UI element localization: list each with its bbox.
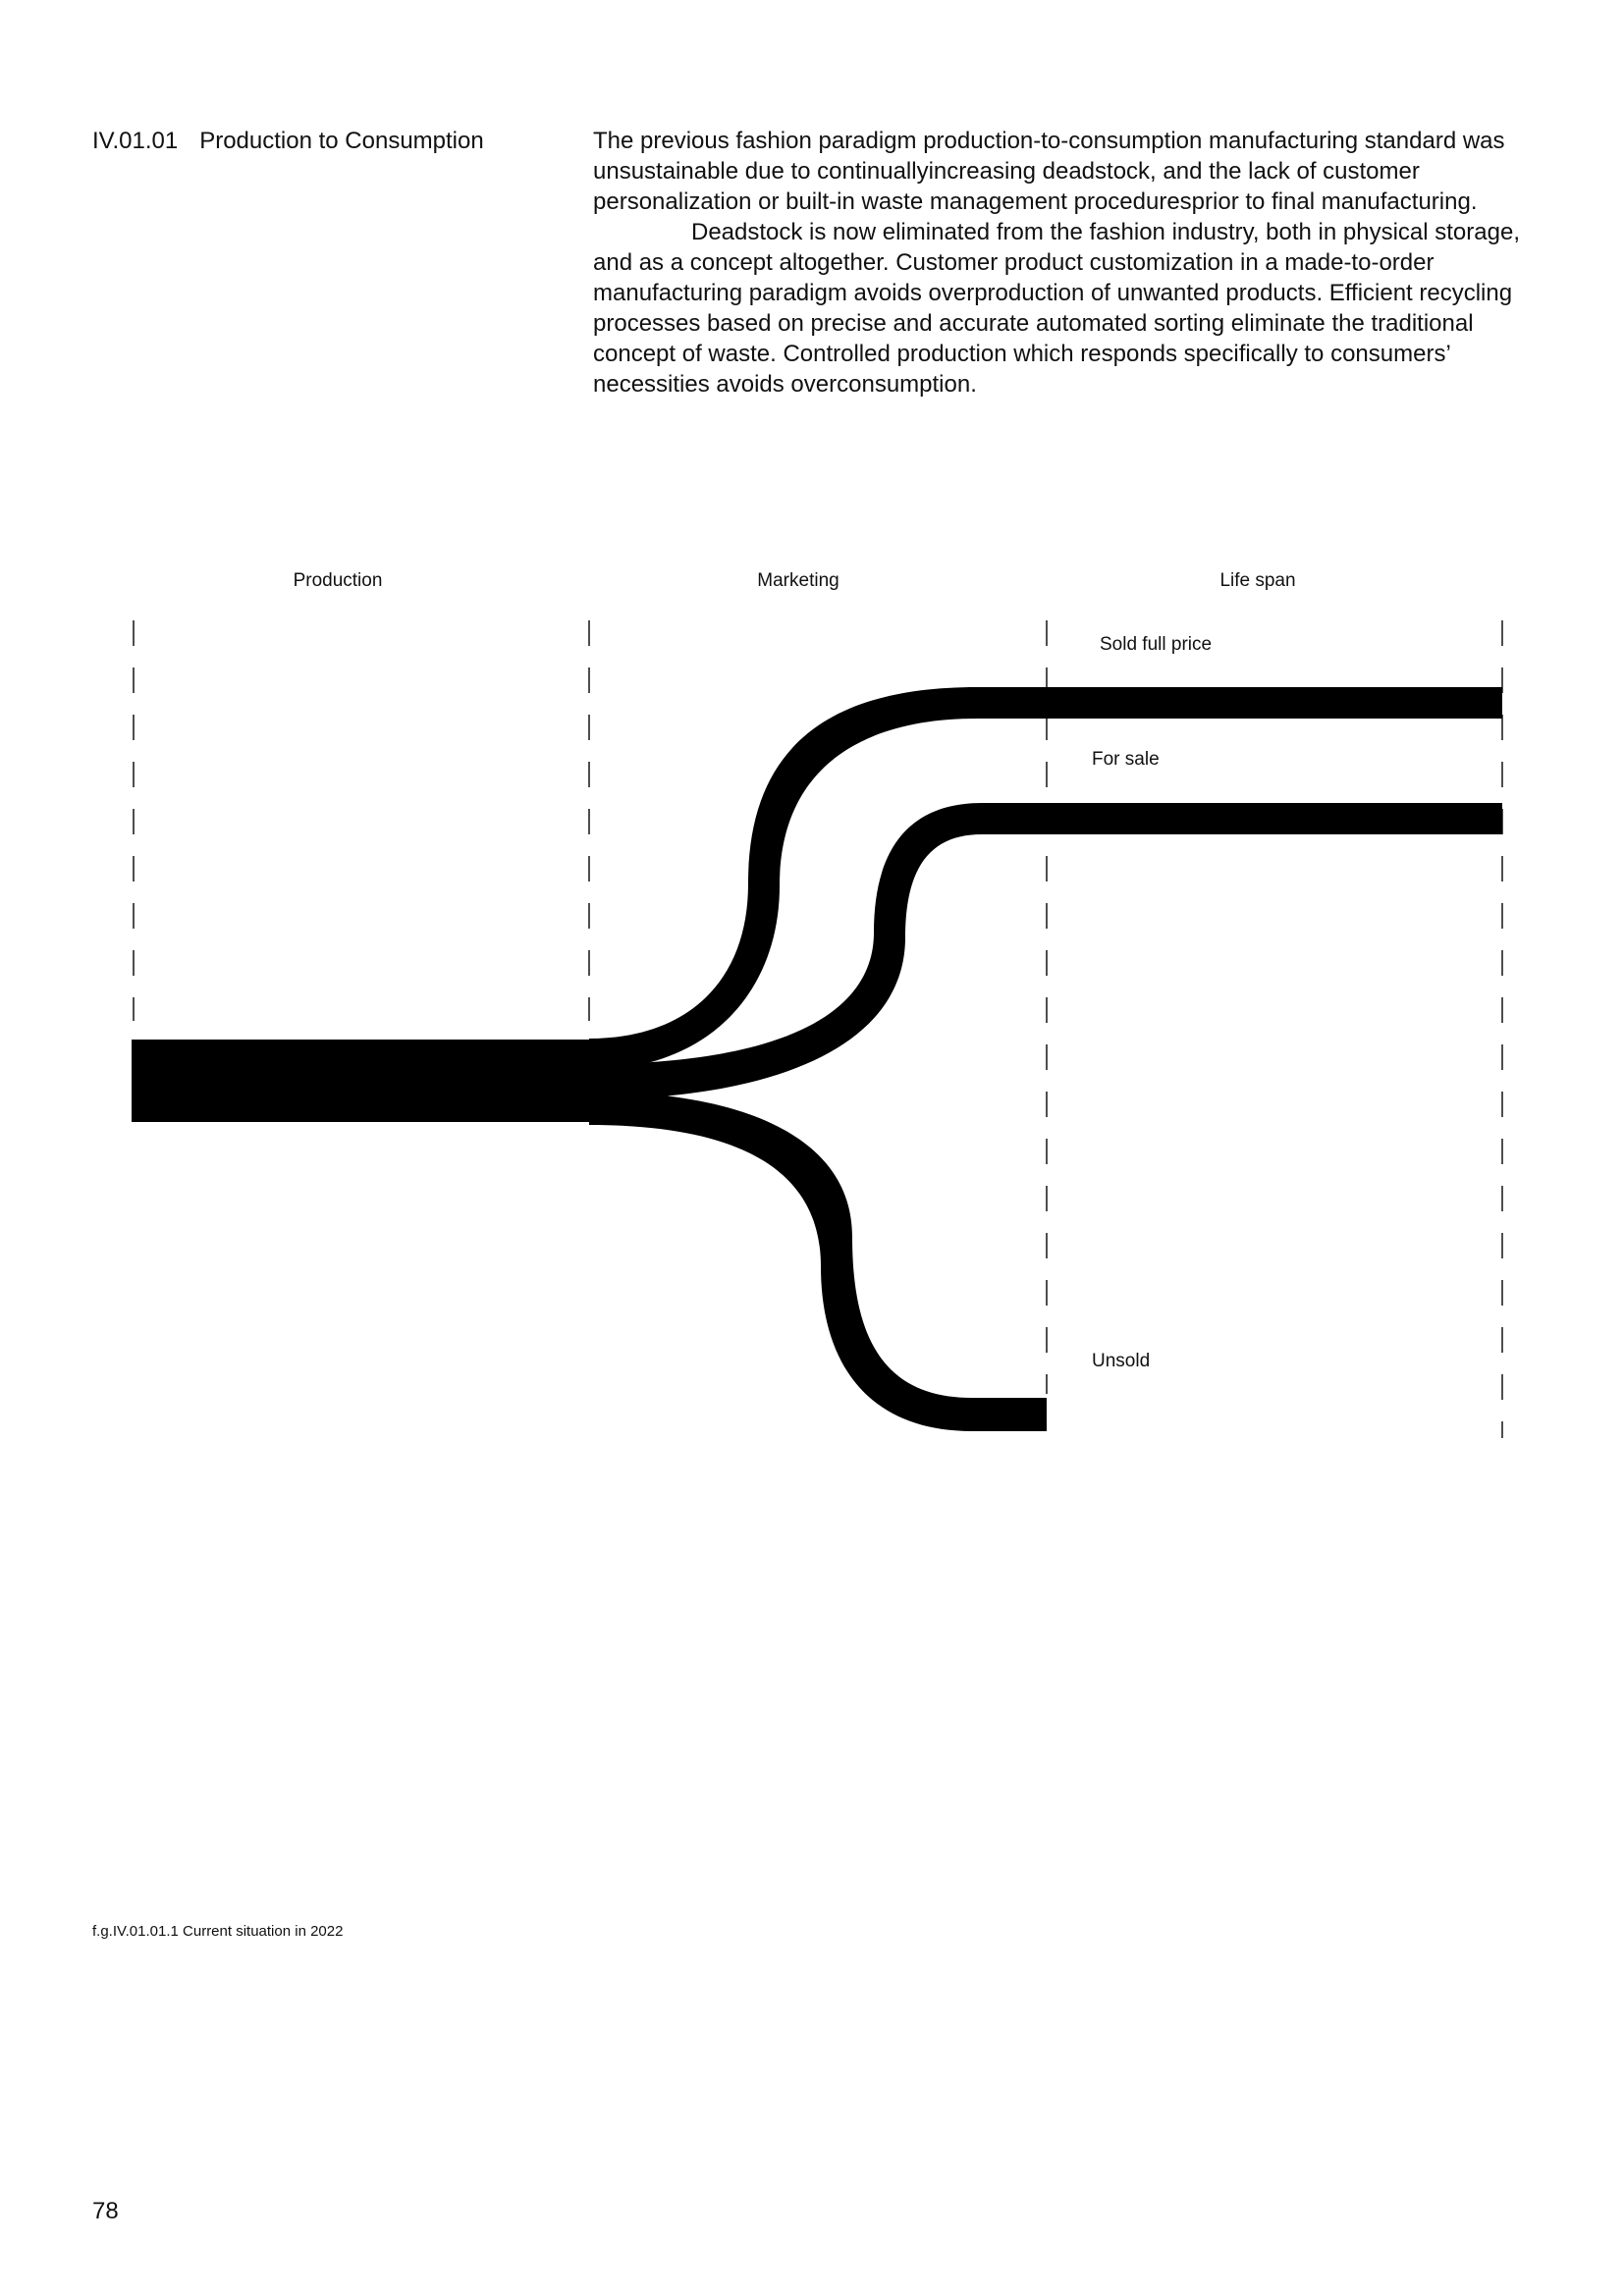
paragraph-2: Deadstock is now eliminated from the fashion industry, both in physical storage, and as a concept altogether. Customer product customization in a made-to-order manufacturing paradigm avoids overproduction of unwanted products. Efficient recycling processes based on precise and accurate automated sorting eliminate the traditional concept of waste. Controlled production which responds specifically to consumers’ necessities avoids overconsumption. xyxy=(593,219,1520,398)
flow-for-sale xyxy=(589,803,1502,1099)
flow-sold-full-price xyxy=(589,687,1502,1070)
flow-label-unsold: Unsold xyxy=(1092,1351,1151,1371)
production-trunk xyxy=(132,1040,593,1122)
flows xyxy=(132,687,1502,1431)
section-number: IV.01.01 xyxy=(92,128,179,154)
flow-unsold xyxy=(589,1092,1047,1431)
flow-label-sold-full-price: Sold full price xyxy=(1100,634,1213,655)
stage-label-production: Production xyxy=(293,570,383,591)
flow-label-for-sale: For sale xyxy=(1092,749,1160,770)
section-title: Production to Consumption xyxy=(199,128,484,154)
page-number: 78 xyxy=(92,2198,119,2224)
figure-caption: f.g.IV.01.01.1 Current situation in 2022 xyxy=(92,1923,344,1940)
stage-label-marketing: Marketing xyxy=(757,570,839,591)
stage-label-life-span: Life span xyxy=(1219,570,1296,591)
paragraph-1: The previous fashion paradigm production-to-consumption manufacturing standard was unsustainable due to continuallyincreasing deadstock, and the lack of customer personalization or built-in waste management proceduresprior to final manufacturing. xyxy=(593,128,1505,215)
